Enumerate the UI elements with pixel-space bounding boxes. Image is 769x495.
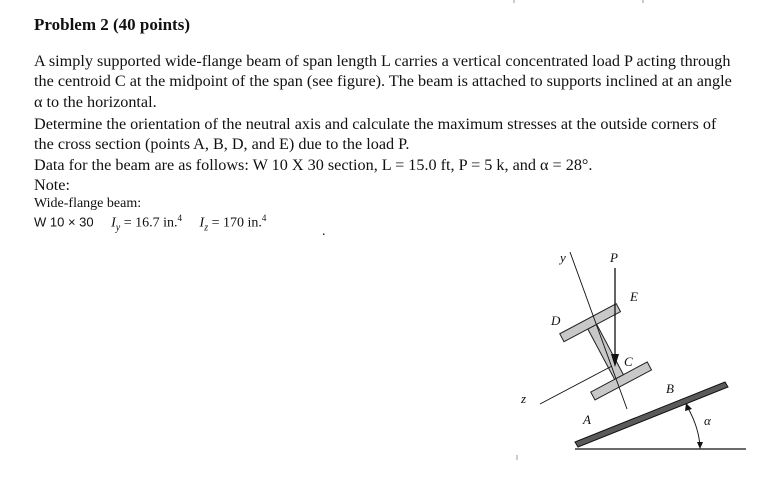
label-z: z [521,391,527,406]
iy-symbol: I [111,215,116,231]
iy-value: = 16.7 in. [123,215,178,231]
label-alpha: α [704,413,711,428]
alpha-arrowhead-top [685,403,692,411]
label-y: y [560,250,566,265]
task-text: Determine the orientation of the neutral axis and calculate the maximum stresses at the outside corners of the cross section (points A, B, D, and E) due to the load P. [34,115,717,154]
wide-flange-section [560,304,652,400]
iy-sub: y [115,222,121,234]
alpha-arrowhead-bottom [697,442,703,449]
iz-sub: z [204,222,209,234]
label-b: B [666,381,674,396]
problem-statement: A simply supported wide-flange beam of span length L carries a vertical concentrated load P acting through the centroid C at the midpoint of the span (see figure). The beam is attached to supports inclined at an angle α to the horizontal. [34,52,732,111]
top-flange [560,304,621,342]
section-name: W 10 × 30 [34,214,94,230]
iy-exp: 4 [177,213,183,223]
data-line: Data for the beam are as follows: W 10 X 30 section, L = 15.0 ft, P = 5 k, and α = 28°. [34,155,593,174]
bottom-flange [591,362,652,400]
stray-dot: . [322,224,326,239]
web [588,324,624,379]
label-p: P [610,250,618,265]
label-e: E [630,289,638,304]
wide-flange-heading: Wide-flange beam: [34,196,142,211]
note-label: Note: [34,176,70,194]
problem-title: Problem 2 (40 points) [34,15,190,34]
label-d: D [551,313,561,328]
iz-exp: 4 [261,213,267,223]
label-c: C [624,354,633,369]
z-axis-line [540,366,612,404]
label-a: A [583,412,591,427]
iz-symbol: I [199,215,205,231]
alpha-arc [688,408,700,447]
iz-value: = 170 in. [211,215,262,231]
